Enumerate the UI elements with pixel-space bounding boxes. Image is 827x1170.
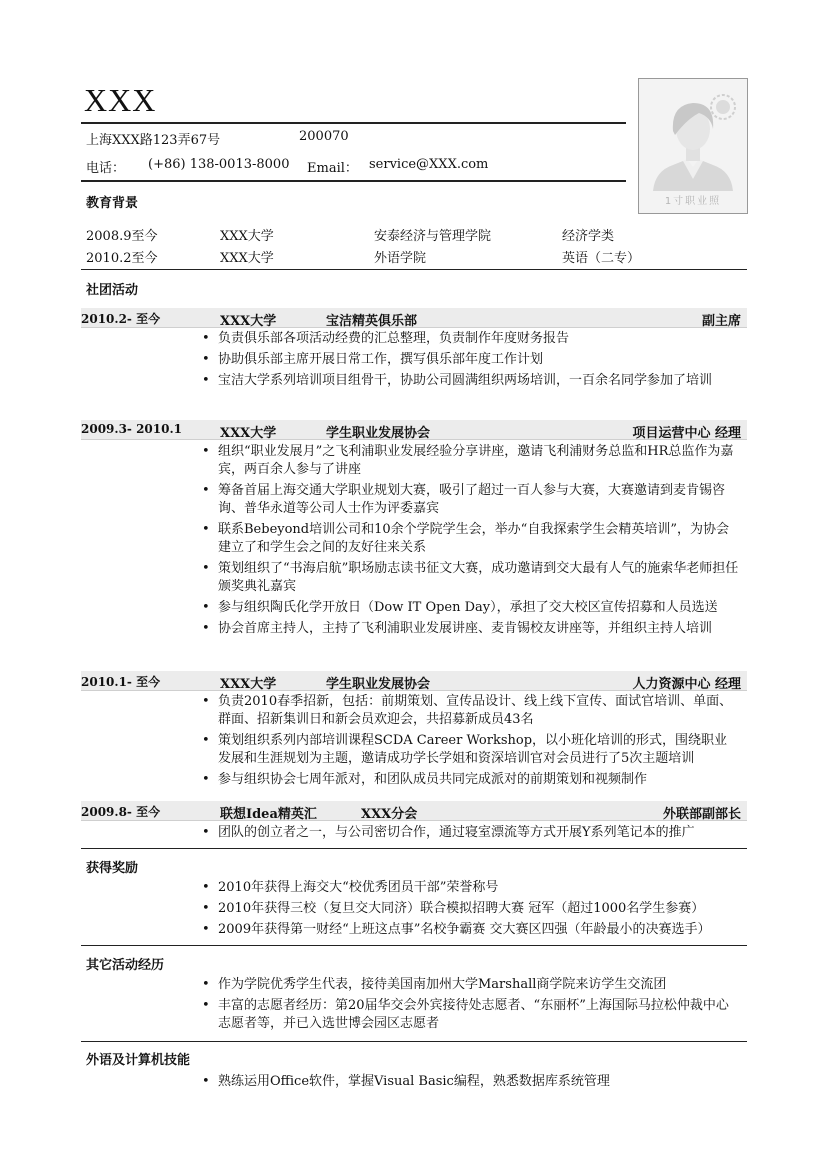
edu-college: 安泰经济与管理学院 <box>374 229 492 244</box>
club-date: 2009.8- 至今 <box>81 805 161 819</box>
club-entry-header <box>81 671 747 691</box>
club-role: 人力资源中心 经理 <box>632 677 741 692</box>
awards-bullets <box>200 879 740 942</box>
club-date: 2010.1- 至今 <box>81 675 161 689</box>
club-entry-header <box>81 801 747 821</box>
edu-college: 外语学院 <box>374 251 427 266</box>
club-org: XXX大学 <box>220 426 277 441</box>
skills-bullets <box>200 1073 740 1094</box>
phone-number: (+86) 138-0013-8000 <box>148 157 290 172</box>
photo-caption: 1寸职业照 <box>664 196 722 207</box>
club-entry-header <box>81 420 747 440</box>
club-role: 副主席 <box>701 314 741 329</box>
club-org: XXX大学 <box>220 314 277 329</box>
club-name: 宝洁精英俱乐部 <box>326 314 418 329</box>
club-date: 2010.2- 至今 <box>81 312 161 326</box>
edu-major: 英语（二专） <box>562 251 641 266</box>
zipcode: 200070 <box>299 129 349 144</box>
list-item: • 组织“职业发展月”之飞利浦职业发展经验分享讲座，邀请飞利浦财务总监和HR总监作为嘉宾，两百余人参与了讲座 <box>200 443 740 479</box>
club-role: 项目运营中心 经理 <box>632 426 741 441</box>
other-bullets <box>200 976 740 1036</box>
email-label: Email： <box>307 161 358 176</box>
section-divider <box>81 945 747 946</box>
header-bottom-rule <box>81 180 626 182</box>
club-entry-header <box>81 308 747 328</box>
email-address: service@XXX.com <box>369 157 489 172</box>
list-item: • 2009年获得第一财经“上班这点事”名校争霸赛 交大赛区四强（年龄最小的决赛选手） <box>200 921 740 939</box>
section-divider <box>81 269 747 270</box>
list-item: • 负责俱乐部各项活动经费的汇总整理，负责制作年度财务报告 <box>200 330 740 348</box>
club-name: 学生职业发展协会 <box>326 677 431 692</box>
edu-school: XXX大学 <box>220 229 274 244</box>
club-org: 联想Idea精英汇 <box>220 807 317 822</box>
edu-date: 2008.9至今 <box>86 229 158 244</box>
list-item: • 负责2010春季招新，包括：前期策划、宣传品设计、线上线下宣传、面试官培训、单面、群面、招新集训日和新会员欢迎会，共招募新成员43名 <box>200 693 740 729</box>
list-item: • 团队的创立者之一，与公司密切合作，通过寝室漂流等方式开展Y系列笔记本的推广 <box>200 824 740 842</box>
skills-title: 外语及计算机技能 <box>86 1053 191 1068</box>
club-bullets <box>200 824 740 845</box>
list-item: • 2010年获得上海交大“校优秀团员干部”荣誉称号 <box>200 879 740 897</box>
club-bullets <box>200 693 740 792</box>
list-item: • 丰富的志愿者经历：第20届华交会外宾接待处志愿者、“东丽杯”上海国际马拉松仲裁中心志愿者等，并已入选世博会园区志愿者 <box>200 997 740 1033</box>
edu-major: 经济学类 <box>562 229 615 244</box>
list-item: • 作为学院优秀学生代表，接待美国南加州大学Marshall商学院来访学生交流团 <box>200 976 740 994</box>
phone-label: 电话： <box>86 161 126 176</box>
other-title: 其它活动经历 <box>86 958 165 973</box>
list-item: • 联系Bebeyond培训公司和10余个学院学生会，举办“自我探索学生会精英培训”，为协会建立了和学生会之间的友好往来关系 <box>200 521 740 557</box>
id-photo <box>638 78 748 214</box>
list-item: • 熟练运用Office软件，掌握Visual Basic编程，熟悉数据库系统管理 <box>200 1073 740 1091</box>
list-item: • 策划组织了“书海启航”职场励志读书征文大赛，成功邀请到交大最有人气的施索华老师担任颁奖典礼嘉宾 <box>200 560 740 596</box>
section-divider <box>81 848 747 849</box>
club-bullets <box>200 443 740 641</box>
awards-title: 获得奖励 <box>86 861 139 876</box>
edu-date: 2010.2至今 <box>86 251 158 266</box>
clubs-title: 社团活动 <box>86 283 139 298</box>
education-title: 教育背景 <box>86 196 139 211</box>
club-bullets <box>200 330 740 393</box>
header-rule <box>81 122 626 124</box>
list-item: • 宝洁大学系列培训项目组骨干，协助公司圆满组织两场培训，一百余名同学参加了培训 <box>200 372 740 390</box>
club-org: XXX大学 <box>220 677 277 692</box>
section-divider <box>81 1041 747 1042</box>
list-item: • 参与组织陶氏化学开放日（Dow IT Open Day），承担了交大校区宣传招募和人员选送 <box>200 599 740 617</box>
list-item: • 策划组织系列内部培训课程SCDA Career Workshop，以小班化培训的形式，围绕职业发展和生涯规划为主题，邀请成功学长学姐和资深培训官对会员进行了5次主题培训 <box>200 732 740 768</box>
list-item: • 协会首席主持人，主持了飞利浦职业发展讲座、麦肯锡校友讲座等，并组织主持人培训 <box>200 620 740 638</box>
club-name: XXX分会 <box>361 807 418 822</box>
address: 上海XXX路123弄67号 <box>86 133 221 148</box>
list-item: • 2010年获得三校（复旦交大同济）联合模拟招聘大赛 冠军（超过1000名学生参赛） <box>200 900 740 918</box>
list-item: • 筹备首届上海交通大学职业规划大赛，吸引了超过一百人参与大赛，大赛邀请到麦肯锡咨询、普华永道等公司人士作为评委嘉宾 <box>200 482 740 518</box>
list-item: • 协助俱乐部主席开展日常工作，撰写俱乐部年度工作计划 <box>200 351 740 369</box>
edu-school: XXX大学 <box>220 251 274 266</box>
club-role: 外联部副部长 <box>662 807 741 822</box>
club-date: 2009.3- 2010.1 <box>81 422 183 436</box>
club-name: 学生职业发展协会 <box>326 426 431 441</box>
candidate-name: XXX <box>84 82 157 118</box>
list-item: • 参与组织协会七周年派对，和团队成员共同完成派对的前期策划和视频制作 <box>200 771 740 789</box>
